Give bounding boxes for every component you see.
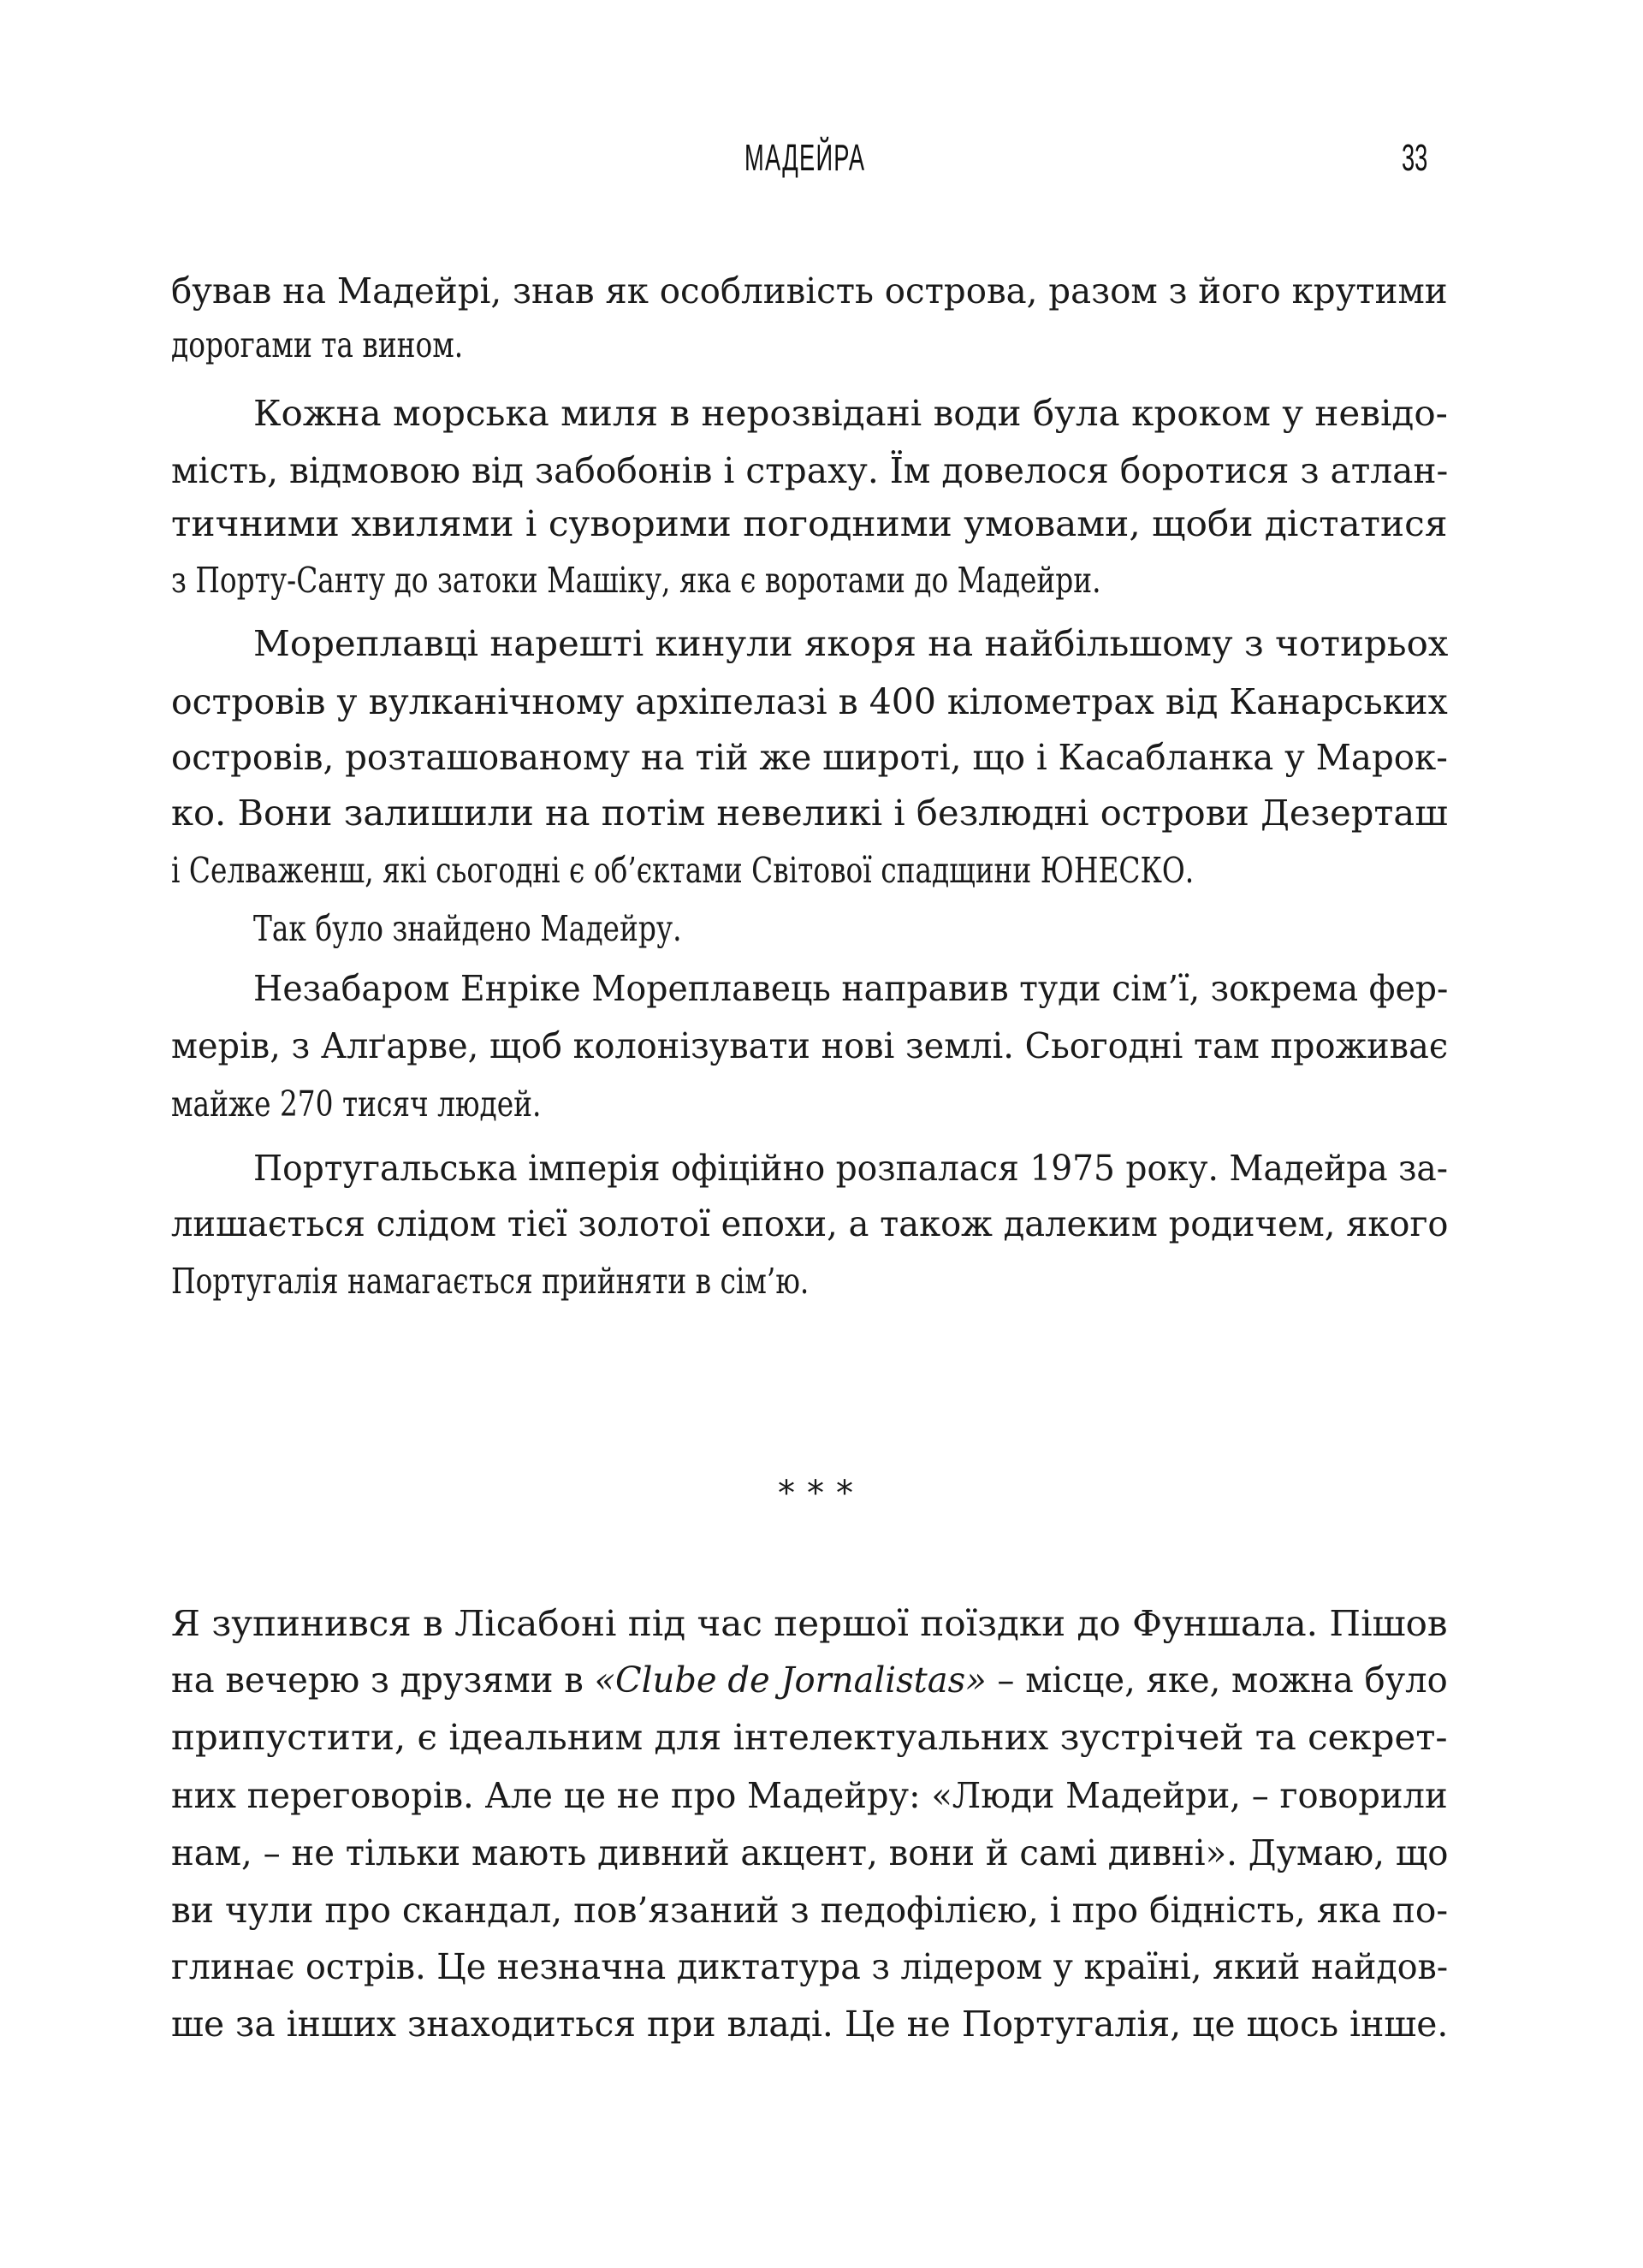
text-line: ше за інших знаходиться при владі. Це не Португалія, це щось інше. xyxy=(171,2004,1449,2045)
chapter-title: МАДЕЙРА xyxy=(744,137,866,179)
text-line: мерів, з Алґарве, щоб колонізувати нові землі. Сьогодні там проживає xyxy=(171,1025,1449,1066)
text-line: Португальська імперія офіційно розпалася 1975 року. Мадейра за- xyxy=(253,1148,1449,1189)
text-line: дорогами та вином. xyxy=(171,324,464,365)
text-line xyxy=(171,1654,1448,1706)
text-line: мість, відмовою від забобонів і страху. Їм довелося боротися з атлан- xyxy=(171,450,1449,491)
text-line: Кожна морська миля в нерозвідані води була кроком у невідо- xyxy=(253,393,1448,434)
club-name-italic: «Clube de Jornalistas» xyxy=(594,1659,987,1701)
text-line: них переговорів. Але це не про Мадейру: «Люди Мадейри, – говорили xyxy=(171,1775,1448,1816)
text-line: ви чули про скандал, пов’язаний з педофілією, і про бідність, яка по- xyxy=(171,1890,1449,1931)
text-line: з Порту-Санту до затоки Машіку, яка є воротами до Мадейри. xyxy=(171,560,1101,601)
section-break-asterisks: *** xyxy=(778,1474,865,1513)
text-line: припустити, є ідеальним для інтелектуальних зустрічей та секрет- xyxy=(171,1717,1448,1758)
text-line: лишається слідом тієї золотої епохи, а також далеким родичем, якого xyxy=(171,1203,1449,1244)
text-line: Португалія намагається прийняти в сім’ю. xyxy=(171,1261,810,1302)
text-line: тичними хвилями і суворими погодними умовами, щоби дістатися xyxy=(171,503,1448,544)
text-fragment: – місце, яке, можна було xyxy=(986,1659,1448,1701)
text-line: островів у вулканічному архіпелазі в 400 кілометрах від Канарських xyxy=(171,681,1448,722)
text-line: майже 270 тисяч людей. xyxy=(171,1084,542,1125)
text-line: ко. Вони залишили на потім невеликі і безлюдні острови Дезерташ xyxy=(171,793,1448,834)
text-line: Мореплавці нарешті кинули якоря на найбільшому з чотирьох xyxy=(253,623,1449,664)
text-line: Незабаром Енріке Мореплавець направив туди сім’ї, зокрема фер- xyxy=(253,968,1449,1009)
text-fragment: на вечерю з друзями в xyxy=(171,1659,595,1701)
text-line: глинає острів. Це незначна диктатура з лідером у країні, який найдов- xyxy=(171,1946,1449,1987)
text-line: Я зупинився в Лісабоні під час першої поїздки до Фуншала. Пішов xyxy=(171,1603,1448,1644)
text-line: Так було знайдено Мадейру. xyxy=(253,908,682,949)
text-line: бував на Мадейрі, знав як особливість острова, разом з його крутими xyxy=(171,270,1448,312)
page-number: 33 xyxy=(1402,137,1428,179)
text-line: нам, – не тільки мають дивний акцент, вони й самі дивні». Думаю, що xyxy=(171,1832,1449,1873)
text-line: островів, розташованому на тій же широті, що і Касабланка у Марок- xyxy=(171,737,1448,778)
text-line: і Селваженш, які сьогодні є об’єктами Світової спадщини ЮНЕСКО. xyxy=(171,850,1195,891)
